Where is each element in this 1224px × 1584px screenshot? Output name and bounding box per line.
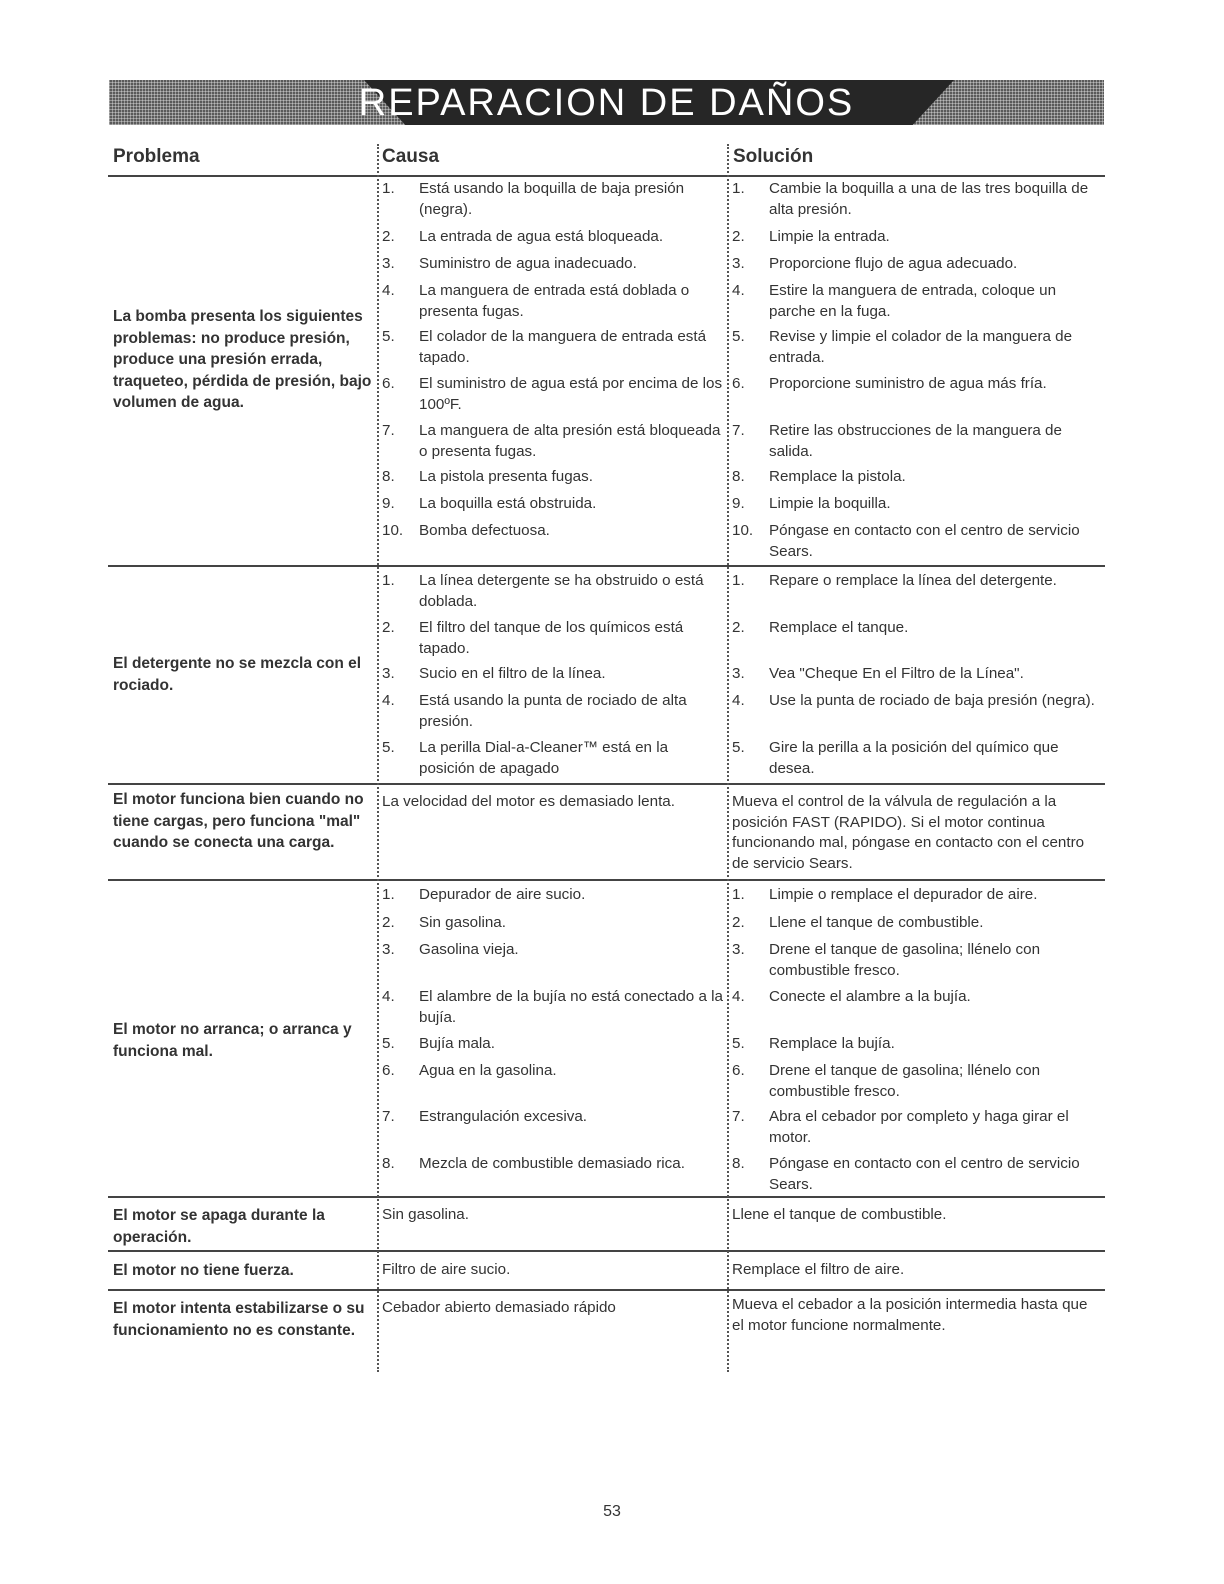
- cause-item: [382, 691, 724, 732]
- item-number: 9.: [382, 495, 395, 512]
- item-number: 1.: [732, 180, 745, 197]
- item-number: 4.: [382, 988, 395, 1005]
- solution-item: [732, 885, 1102, 906]
- item-number: 8.: [382, 1155, 395, 1172]
- cause-text: Suministro de agua inadecuado.: [419, 255, 637, 272]
- cause-text: El colador de la manguera de entrada está tapado.: [419, 328, 707, 366]
- item-number: 8.: [732, 1155, 745, 1172]
- item-number: 7.: [382, 422, 395, 439]
- solution-text: Limpie la boquilla.: [769, 495, 891, 512]
- solution-item: [732, 1107, 1102, 1148]
- item-number: 4.: [382, 282, 395, 299]
- item-number: 5.: [382, 739, 395, 756]
- solution-text: Remplace el filtro de aire.: [732, 1261, 905, 1278]
- solution-item: [732, 571, 1102, 592]
- header-cause: Causa: [382, 146, 440, 167]
- rule-header: [108, 175, 1105, 177]
- solution-text: Cambie la boquilla a una de las tres boquilla de alta presión.: [769, 180, 1089, 218]
- item-number: 4.: [732, 988, 745, 1005]
- solution-text: Limpie la entrada.: [769, 228, 890, 245]
- cause-item: [382, 494, 724, 515]
- item-number: 1.: [382, 572, 395, 589]
- solution-item: [732, 467, 1102, 488]
- solution-item: [732, 179, 1102, 220]
- cause-item: [382, 1061, 724, 1082]
- cause-item: [382, 940, 724, 961]
- solution-item: [732, 987, 1102, 1008]
- cause-text: El alambre de la bujía no está conectado a la bujía.: [419, 988, 723, 1026]
- solution-text: Drene el tanque de gasolina; llénelo con combustible fresco.: [769, 1062, 1041, 1100]
- solution-text: Mueva el cebador a la posición intermedia hasta que el motor funcione normalmente.: [732, 1296, 1088, 1334]
- item-number: 5.: [382, 328, 395, 345]
- cause-item: [382, 1154, 724, 1175]
- cause-text: Agua en la gasolina.: [419, 1062, 557, 1079]
- solution-text: Proporcione suministro de agua más fría.: [769, 375, 1047, 392]
- solution-item: [732, 664, 1102, 685]
- cause-text: El filtro del tanque de los químicos está tapado.: [419, 619, 684, 657]
- cause-item: [382, 987, 724, 1028]
- solution-text: Estire la manguera de entrada, coloque un parche en la fuga.: [769, 282, 1057, 320]
- cause-text: Bujía mala.: [419, 1035, 495, 1052]
- item-number: 2.: [382, 228, 395, 245]
- solution-item: [732, 940, 1102, 981]
- solution-text: Abra el cebador por completo y haga girar el motor.: [769, 1108, 1069, 1146]
- cause-item: [382, 618, 724, 659]
- solution-item: [732, 494, 1102, 515]
- header-solution: Solución: [733, 146, 814, 167]
- cause-text: Sucio en el filtro de la línea.: [419, 665, 606, 682]
- item-number: 7.: [732, 1108, 745, 1125]
- cause-item: [382, 1107, 724, 1128]
- item-number: 5.: [382, 1035, 395, 1052]
- item-number: 2.: [732, 914, 745, 931]
- solution-item: [732, 738, 1102, 779]
- cause-item: [382, 1034, 724, 1055]
- rule-section-6: [108, 1289, 1105, 1291]
- problem-text: El detergente no se mezcla con el rociado.: [113, 655, 362, 694]
- page-number: 53: [603, 1503, 621, 1520]
- item-number: 5.: [732, 328, 745, 345]
- item-number: 1.: [732, 572, 745, 589]
- cause-item: [382, 254, 724, 275]
- rule-section-1: [108, 565, 1105, 567]
- cause-item: [382, 664, 724, 685]
- solution-text: Póngase en contacto con el centro de servicio Sears.: [769, 522, 1080, 560]
- solution-text: Repare o remplace la línea del detergente.: [769, 572, 1057, 589]
- item-number: 5.: [732, 739, 745, 756]
- solution-text: Conecte el alambre a la bujía.: [769, 988, 971, 1005]
- cause-text: Está usando la punta de rociado de alta presión.: [419, 692, 687, 730]
- cause-item: [382, 571, 724, 612]
- item-number: 1.: [382, 180, 395, 197]
- solution-text: Gire la perilla a la posición del químico que desea.: [769, 739, 1059, 777]
- item-number: 1.: [382, 886, 395, 903]
- solution-text: Llene el tanque de combustible.: [732, 1206, 947, 1223]
- cause-text: Cebador abierto demasiado rápido: [382, 1299, 616, 1316]
- cause-text: Depurador de aire sucio.: [419, 886, 586, 903]
- cause-item: [382, 374, 724, 415]
- item-number: 2.: [382, 914, 395, 931]
- item-number: 2.: [382, 619, 395, 636]
- item-number: 5.: [732, 1035, 745, 1052]
- item-number: 10.: [732, 522, 754, 539]
- item-number: 3.: [732, 255, 745, 272]
- cause-text: La línea detergente se ha obstruido o está doblada.: [419, 572, 704, 610]
- item-number: 6.: [382, 375, 395, 392]
- solution-item: [732, 1061, 1102, 1102]
- solution-text: Vea "Cheque En el Filtro de la Línea".: [769, 665, 1024, 682]
- solution-item: [732, 521, 1102, 562]
- cause-text: Estrangulación excesiva.: [419, 1108, 587, 1125]
- cause-text: La manguera de alta presión está bloqueada o presenta fugas.: [419, 422, 721, 460]
- cause-item: [382, 281, 724, 322]
- cause-item: [382, 913, 724, 934]
- problem-text: El motor intenta estabilizarse o su funcionamiento no es constante.: [113, 1300, 365, 1339]
- rule-section-3: [108, 879, 1105, 881]
- item-number: 8.: [382, 468, 395, 485]
- cause-text: La velocidad del motor es demasiado lenta.: [382, 793, 675, 810]
- solution-item: [732, 254, 1102, 275]
- rule-section-4: [108, 1196, 1105, 1198]
- solution-text: Remplace la pistola.: [769, 468, 906, 485]
- item-number: 9.: [732, 495, 745, 512]
- cause-text: Filtro de aire sucio.: [382, 1261, 511, 1278]
- item-number: 7.: [732, 422, 745, 439]
- solution-item: [732, 374, 1102, 395]
- solution-text: Llene el tanque de combustible.: [769, 914, 984, 931]
- item-number: 6.: [382, 1062, 395, 1079]
- solution-text: Limpie o remplace el depurador de aire.: [769, 886, 1038, 903]
- cause-text: Gasolina vieja.: [419, 941, 519, 958]
- cause-text: Sin gasolina.: [419, 914, 506, 931]
- solution-text: Mueva el control de la válvula de regulación a la posición FAST (RAPIDO). Si el motor continua funcionando mal, póngase en contacto con el centro de servicio Sears.: [732, 793, 1085, 872]
- solution-item: [732, 1034, 1102, 1055]
- cause-text: Bomba defectuosa.: [419, 522, 550, 539]
- solution-item: [732, 691, 1102, 712]
- item-number: 8.: [732, 468, 745, 485]
- solution-text: Use la punta de rociado de baja presión (negra).: [769, 692, 1095, 709]
- item-number: 6.: [732, 1062, 745, 1079]
- problem-text: El motor funciona bien cuando no tiene cargas, pero funciona "mal" cuando se conecta una carga.: [113, 791, 364, 851]
- cause-text: La boquilla está obstruida.: [419, 495, 597, 512]
- solution-text: Revise y limpie el colador de la manguera de entrada.: [769, 328, 1073, 366]
- solution-text: Retire las obstrucciones de la manguera de salida.: [769, 422, 1062, 460]
- rule-section-5: [108, 1250, 1105, 1252]
- item-number: 3.: [382, 941, 395, 958]
- solution-item: [732, 618, 1102, 639]
- problem-text: El motor no arranca; o arranca y funciona mal.: [113, 1021, 352, 1060]
- cause-item: [382, 327, 724, 368]
- problem-text: La bomba presenta los siguientes problemas: no produce presión, produce una presión errada, traqueteo, pérdida de presión, bajo volumen de agua.: [113, 308, 372, 411]
- solution-text: Proporcione flujo de agua adecuado.: [769, 255, 1018, 272]
- title-banner: [109, 80, 1104, 125]
- solution-item: [732, 1154, 1102, 1195]
- solution-item: [732, 327, 1102, 368]
- divider-solution: [727, 144, 729, 1372]
- item-number: 3.: [732, 665, 745, 682]
- divider-cause: [377, 144, 379, 1372]
- cause-text: La perilla Dial-a-Cleaner™ está en la posición de apagado: [419, 739, 669, 777]
- item-number: 1.: [732, 886, 745, 903]
- cause-item: [382, 467, 724, 488]
- item-number: 7.: [382, 1108, 395, 1125]
- item-number: 4.: [732, 692, 745, 709]
- item-number: 6.: [732, 375, 745, 392]
- rule-section-2: [108, 783, 1105, 785]
- solution-text: Remplace el tanque.: [769, 619, 909, 636]
- cause-item: [382, 738, 724, 779]
- cause-item: [382, 521, 724, 542]
- cause-text: Mezcla de combustible demasiado rica.: [419, 1155, 685, 1172]
- problem-text: El motor se apaga durante la operación.: [113, 1207, 325, 1246]
- header-problem: Problema: [113, 146, 200, 167]
- solution-item: [732, 281, 1102, 322]
- cause-item: [382, 179, 724, 220]
- item-number: 3.: [732, 941, 745, 958]
- solution-text: Póngase en contacto con el centro de servicio Sears.: [769, 1155, 1080, 1193]
- cause-text: La manguera de entrada está doblada o presenta fugas.: [419, 282, 690, 320]
- item-number: 2.: [732, 619, 745, 636]
- cause-item: [382, 885, 724, 906]
- cause-text: El suministro de agua está por encima de los 100ºF.: [419, 375, 723, 413]
- item-number: 4.: [382, 692, 395, 709]
- item-number: 2.: [732, 228, 745, 245]
- cause-text: La pistola presenta fugas.: [419, 468, 593, 485]
- solution-item: [732, 227, 1102, 248]
- cause-item: [382, 421, 724, 462]
- cause-text: Está usando la boquilla de baja presión (negra).: [419, 180, 685, 218]
- item-number: 3.: [382, 255, 395, 272]
- solution-item: [732, 913, 1102, 934]
- solution-item: [732, 421, 1102, 462]
- solution-text: Drene el tanque de gasolina; llénelo con combustible fresco.: [769, 941, 1041, 979]
- item-number: 3.: [382, 665, 395, 682]
- cause-item: [382, 227, 724, 248]
- solution-text: Remplace la bujía.: [769, 1035, 895, 1052]
- item-number: 10.: [382, 522, 404, 539]
- cause-text: La entrada de agua está bloqueada.: [419, 228, 664, 245]
- page-title: REPARACION DE DAÑOS: [358, 82, 855, 124]
- problem-text: El motor no tiene fuerza.: [113, 1262, 294, 1279]
- item-number: 4.: [732, 282, 745, 299]
- cause-text: Sin gasolina.: [382, 1206, 469, 1223]
